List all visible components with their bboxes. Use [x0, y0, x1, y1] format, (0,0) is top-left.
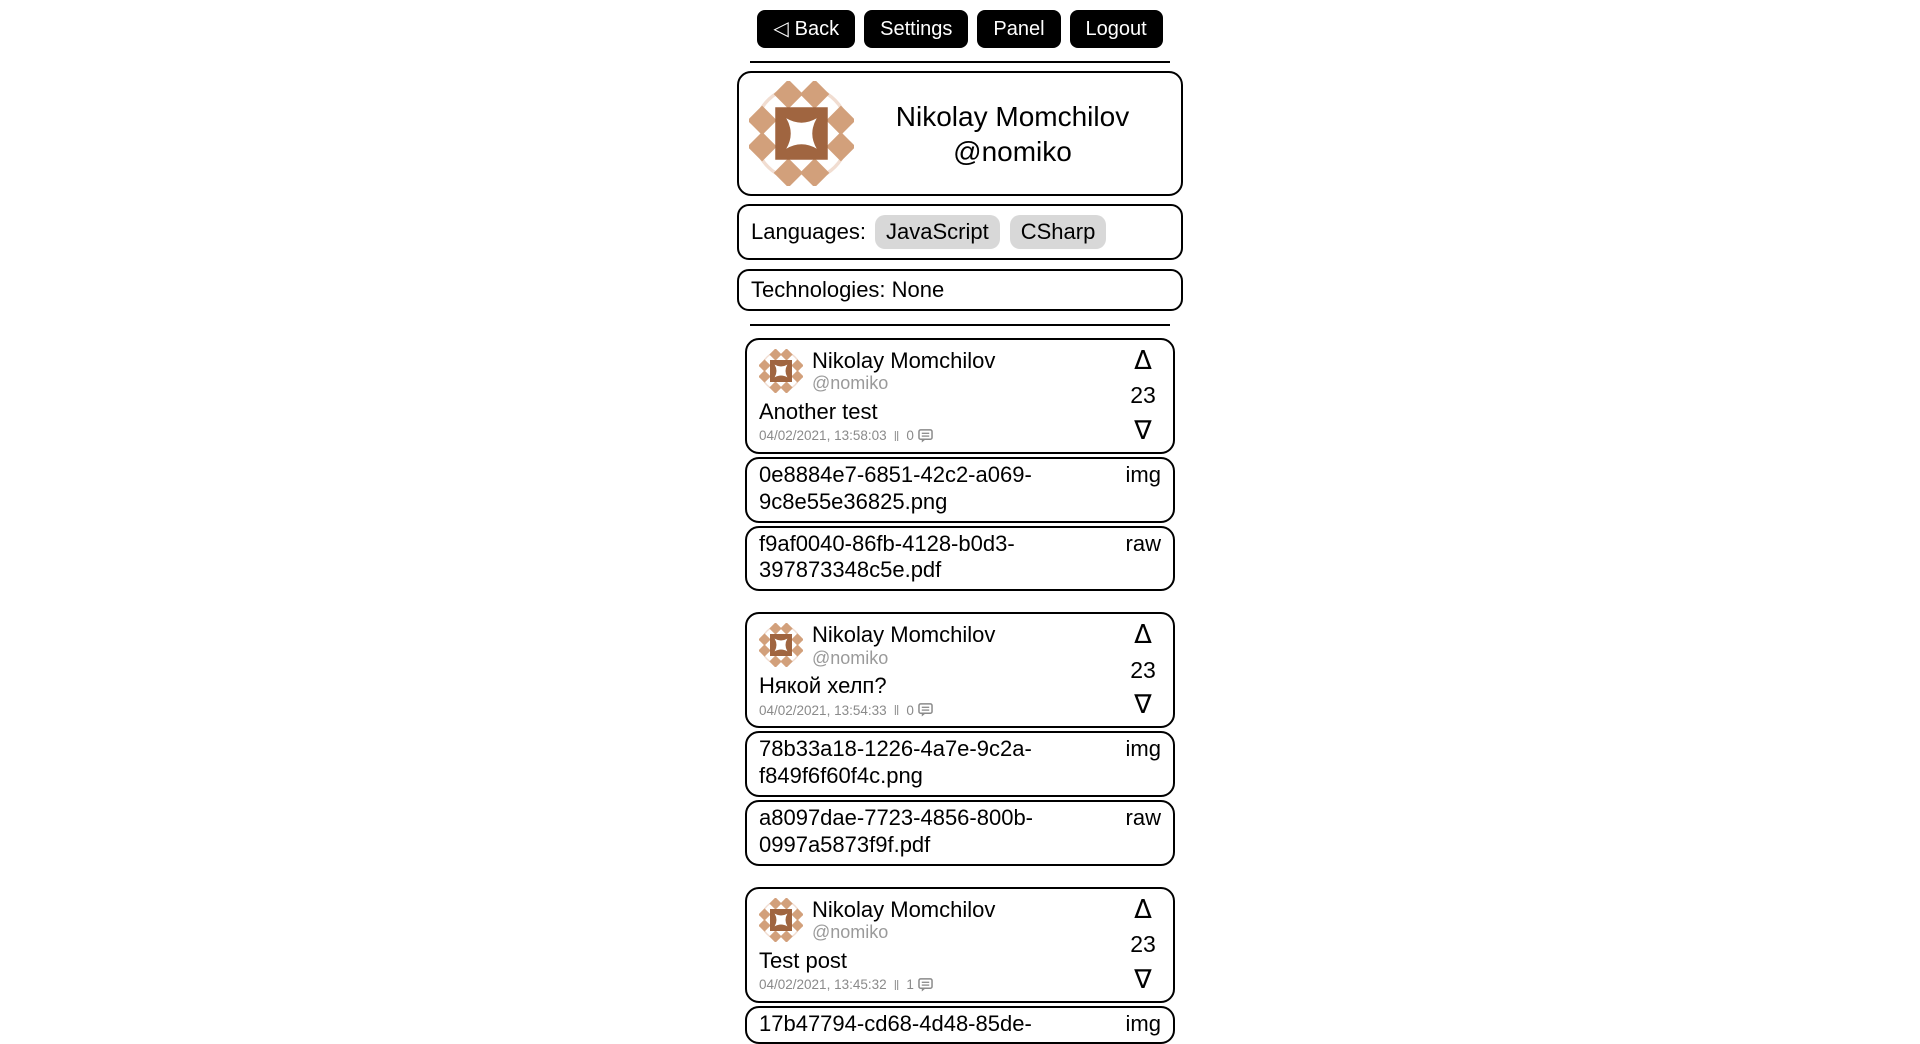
meta-separator: ‖: [893, 976, 900, 993]
post-card[interactable]: [745, 612, 1175, 728]
comment-count-value: 0: [906, 702, 914, 718]
post-author: Nikolay Momchilov: [812, 622, 996, 648]
back-button-label: Back: [794, 18, 840, 40]
user-avatar-icon: [759, 623, 803, 667]
post-author: Nikolay Momchilov: [812, 896, 996, 922]
language-tag: JavaScript: [875, 215, 1000, 249]
attachment-card[interactable]: [745, 457, 1175, 523]
attachment-card[interactable]: [745, 1006, 1175, 1044]
attachment-card[interactable]: [745, 800, 1175, 866]
comment-count: [906, 428, 933, 443]
attachment-filename: 17b47794-cd68-4d48-85de-: [759, 1010, 1032, 1036]
downvote-button[interactable]: ∇: [1134, 415, 1152, 446]
back-button[interactable]: [757, 10, 855, 48]
language-tag: CSharp: [1010, 215, 1107, 249]
post-handle: @nomiko: [812, 373, 889, 394]
comment-count: [906, 703, 933, 718]
post-card[interactable]: [745, 887, 1175, 1003]
post-author: Nikolay Momchilov: [812, 348, 996, 373]
post-title: Test post: [759, 947, 848, 973]
vote-column: [1126, 348, 1160, 444]
post-meta: [759, 428, 1113, 444]
user-avatar-icon: [759, 898, 803, 942]
back-arrow-icon: ◁: [773, 18, 789, 40]
attachment-type-label: raw: [1125, 804, 1161, 830]
post-card[interactable]: [745, 338, 1175, 454]
languages-card: [737, 204, 1183, 260]
upvote-button[interactable]: Δ: [1134, 894, 1152, 925]
top-divider: [750, 61, 1170, 63]
attachment-type-label: img: [1125, 1010, 1161, 1036]
attachment-card[interactable]: [745, 526, 1175, 592]
post-handle: @nomiko: [812, 647, 889, 668]
post-header: [759, 348, 1113, 394]
post-timestamp: 04/02/2021, 13:58:03: [759, 428, 887, 444]
vote-column: [1126, 894, 1160, 995]
post-handle: @nomiko: [812, 921, 889, 942]
languages-label: Languages:: [751, 219, 866, 244]
post-timestamp: 04/02/2021, 13:45:32: [759, 977, 887, 993]
technologies-label: Technologies: None: [751, 277, 945, 302]
post-timestamp: 04/02/2021, 13:54:33: [759, 702, 887, 718]
profile-name: Nikolay Momchilov: [895, 100, 1130, 132]
attachment-type-label: img: [1125, 461, 1161, 487]
attachment-type-label: raw: [1125, 530, 1161, 556]
profile-handle: @nomiko: [953, 135, 1072, 167]
user-avatar-icon: [759, 349, 803, 393]
vote-column: [1126, 620, 1160, 721]
post-title: Някой хелп?: [759, 673, 887, 699]
attachment-filename: f9af0040-86fb-4128-b0d3-397873348c5e.pdf: [759, 530, 1015, 583]
comment-count-value: 0: [906, 428, 914, 444]
attachment-filename: 0e8884e7-6851-42c2-a069-9c8e55e36825.png: [759, 461, 1032, 514]
post-group: [745, 612, 1175, 865]
attachment-type-label: img: [1125, 736, 1161, 762]
comment-icon: [918, 429, 933, 443]
downvote-button[interactable]: ∇: [1134, 964, 1152, 995]
profile-card: [737, 71, 1183, 196]
profile-page: [737, 71, 1183, 1044]
vote-count: 23: [1130, 656, 1156, 683]
languages-tags: [875, 215, 1106, 249]
comment-icon: [918, 703, 933, 717]
meta-separator: ‖: [893, 702, 900, 719]
posts-divider: [750, 324, 1170, 326]
post-header: [759, 897, 1113, 943]
panel-button[interactable]: Panel: [977, 10, 1060, 48]
post-meta: [759, 977, 1113, 993]
comment-count-value: 1: [906, 977, 914, 993]
technologies-card: [737, 269, 1183, 311]
vote-count: 23: [1130, 382, 1156, 409]
upvote-button[interactable]: Δ: [1134, 346, 1152, 376]
attachment-filename: a8097dae-7723-4856-800b-0997a5873f9f.pdf: [759, 804, 1034, 857]
post-header: [759, 622, 1113, 668]
attachment-card[interactable]: [745, 731, 1175, 797]
profile-names: [854, 99, 1171, 169]
comment-count: [906, 977, 933, 992]
post-title: Another test: [759, 398, 878, 424]
meta-separator: ‖: [893, 427, 900, 444]
toolbar: [0, 0, 1920, 48]
post-group: [745, 887, 1175, 1044]
post-meta: [759, 702, 1113, 718]
downvote-button[interactable]: ∇: [1134, 690, 1152, 721]
attachment-filename: 78b33a18-1226-4a7e-9c2a-f849f6f60f4c.png: [759, 736, 1032, 789]
posts-list: [737, 338, 1183, 1044]
logout-button[interactable]: Logout: [1070, 10, 1163, 48]
post-group: [745, 338, 1175, 591]
upvote-button[interactable]: Δ: [1134, 620, 1152, 651]
settings-button[interactable]: Settings: [864, 10, 968, 48]
vote-count: 23: [1130, 931, 1156, 958]
comment-icon: [918, 978, 933, 992]
profile-avatar-icon: [749, 81, 854, 186]
